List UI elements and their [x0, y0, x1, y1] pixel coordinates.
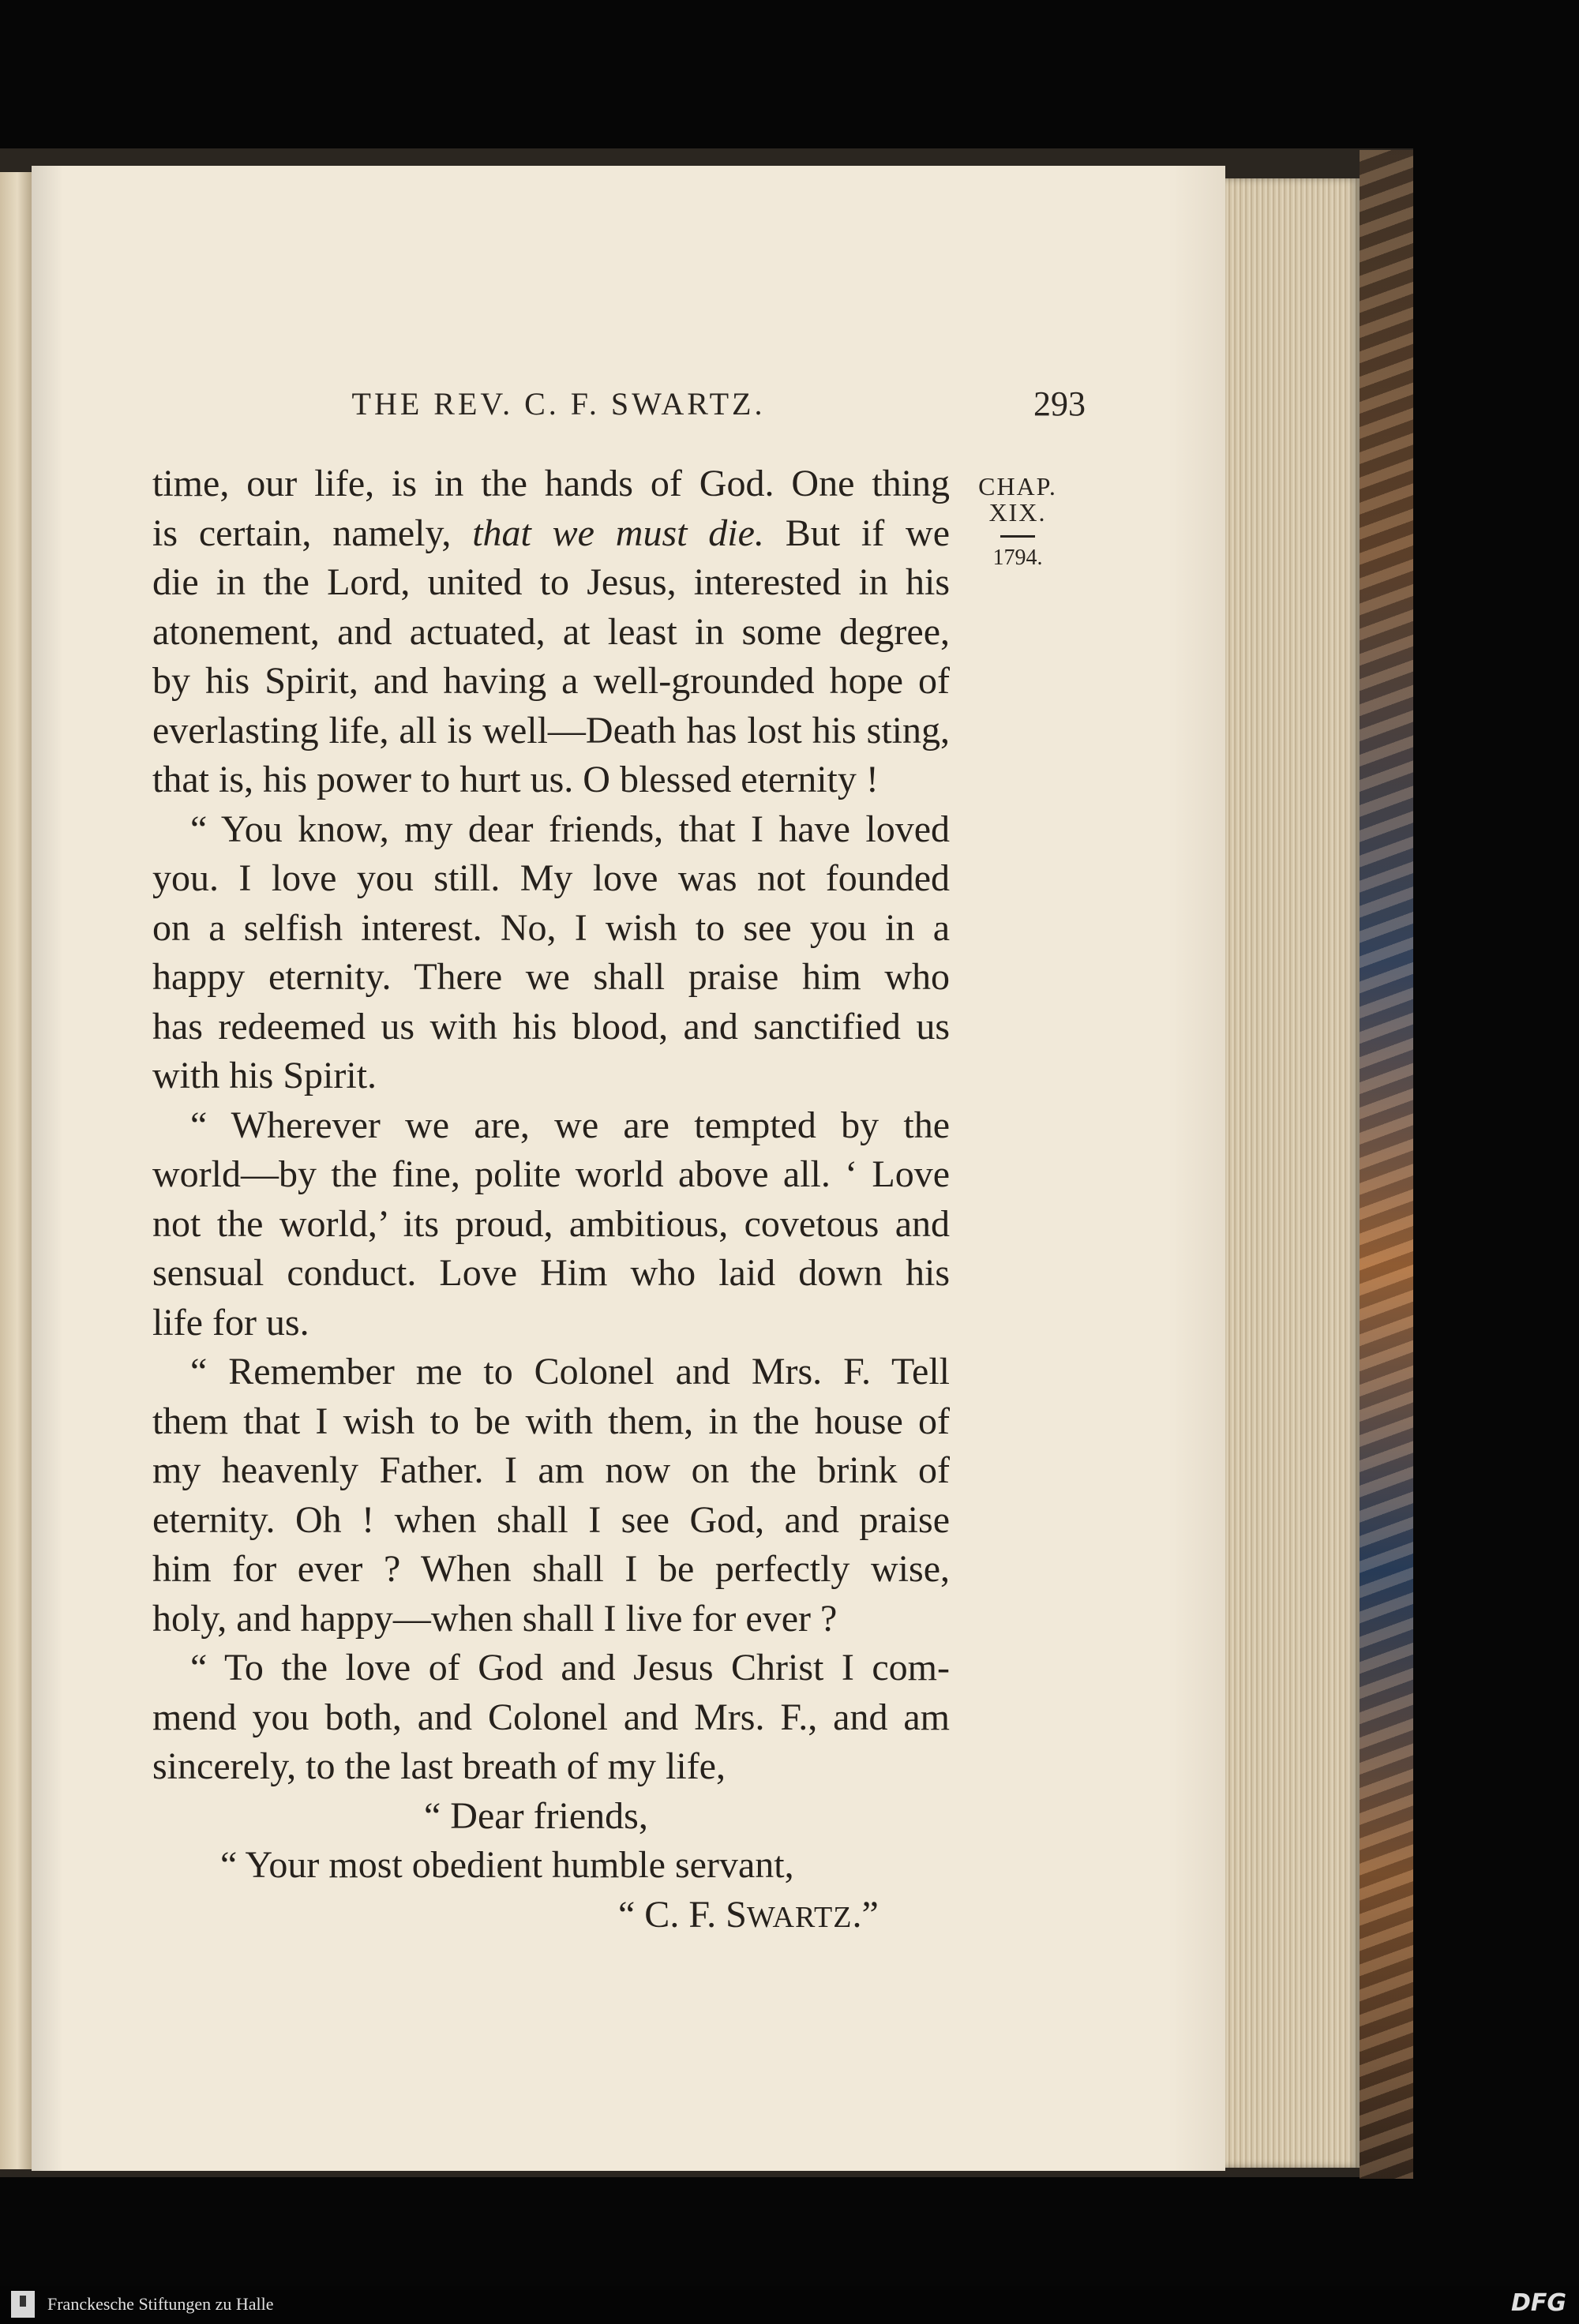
- text-line: world—by the fine, polite world above all. ‘ Love: [152, 1153, 950, 1195]
- text-line: everlasting life, all is well—Death has lost his sting,: [152, 709, 950, 752]
- text-lines: [152, 459, 950, 1792]
- signature-small-caps: WARTZ: [746, 1900, 853, 1934]
- margin-divider: [1000, 535, 1035, 538]
- emphasis-text: that we must die.: [472, 512, 764, 554]
- line-segment: is certain, namely,: [152, 512, 473, 554]
- text-line: sincerely, to the last breath of my life,: [152, 1745, 726, 1787]
- left-page-edge: [0, 172, 32, 2169]
- margin-note: [974, 474, 1061, 574]
- text-line: “ Wherever we are, we are tempted by the: [190, 1104, 950, 1146]
- text-line: them that I wish to be with them, in the house of: [152, 1400, 950, 1442]
- line-segment: But if we: [763, 512, 951, 554]
- text-line: “ Remember me to Colonel and Mrs. F. Tell: [190, 1351, 950, 1393]
- letter-salutation: “ Dear friends,: [424, 1794, 648, 1837]
- text-line: “ You know, my dear friends, that I have loved: [190, 808, 950, 850]
- page-block-edges: [1225, 178, 1360, 2168]
- text-line: happy eternity. There we shall praise him who: [152, 956, 950, 998]
- text-line: by his Spirit, and having a well-grounded hope of: [152, 660, 950, 702]
- margin-year: 1794.: [992, 545, 1043, 570]
- running-head: THE REV. C. F. SWARTZ.: [351, 386, 766, 422]
- margin-chapter-number: XIX.: [988, 498, 1047, 527]
- text-line: atonement, and actuated, at least in some degree,: [152, 610, 950, 653]
- text-line: holy, and happy—when shall I live for ever ?: [152, 1597, 838, 1640]
- signature-suffix: .”: [852, 1893, 879, 1936]
- margin-chapter-label: CHAP.: [978, 472, 1057, 500]
- text-line: sensual conduct. Love Him who laid down his: [152, 1252, 950, 1294]
- text-line: eternity. Oh ! when shall I see God, and praise: [152, 1498, 950, 1541]
- text-line: not the world,’ its proud, ambitious, covetous and: [152, 1202, 950, 1245]
- text-line: life for us.: [152, 1301, 309, 1344]
- body-text: [152, 459, 950, 1940]
- text-line: has redeemed us with his blood, and sanctified us: [152, 1005, 950, 1048]
- text-line: him for ever ? When shall I be perfectly wise,: [152, 1548, 950, 1590]
- text-line: you. I love you still. My love was not founded: [152, 857, 950, 899]
- text-line: mend you both, and Colonel and Mrs. F., and am: [152, 1696, 950, 1738]
- text-line: time, our life, is in the hands of God. One thing: [152, 463, 950, 504]
- footer-institution: Franckesche Stiftungen zu Halle: [47, 2294, 274, 2314]
- institution-logo-icon: [11, 2291, 35, 2318]
- marbled-cover: [1360, 150, 1413, 2179]
- dfg-logo: DFG: [1510, 2289, 1566, 2317]
- text-line: on a selfish interest. No, I wish to see you in a: [152, 906, 950, 949]
- letter-signature: [152, 1891, 950, 1940]
- signature-prefix: “ C. F. S: [618, 1893, 747, 1936]
- text-line: die in the Lord, united to Jesus, interested in his: [152, 561, 950, 603]
- text-line: [152, 509, 950, 559]
- text-line: that is, his power to hurt us. O blessed eternity !: [152, 759, 879, 800]
- text-line: “ To the love of God and Jesus Christ I com-: [190, 1647, 950, 1689]
- text-line: my heavenly Father. I am now on the brink of: [152, 1449, 950, 1491]
- letter-closing: “ Your most obedient humble servant,: [220, 1844, 794, 1886]
- text-line: with his Spirit.: [152, 1055, 377, 1096]
- page-number: 293: [1033, 384, 1086, 423]
